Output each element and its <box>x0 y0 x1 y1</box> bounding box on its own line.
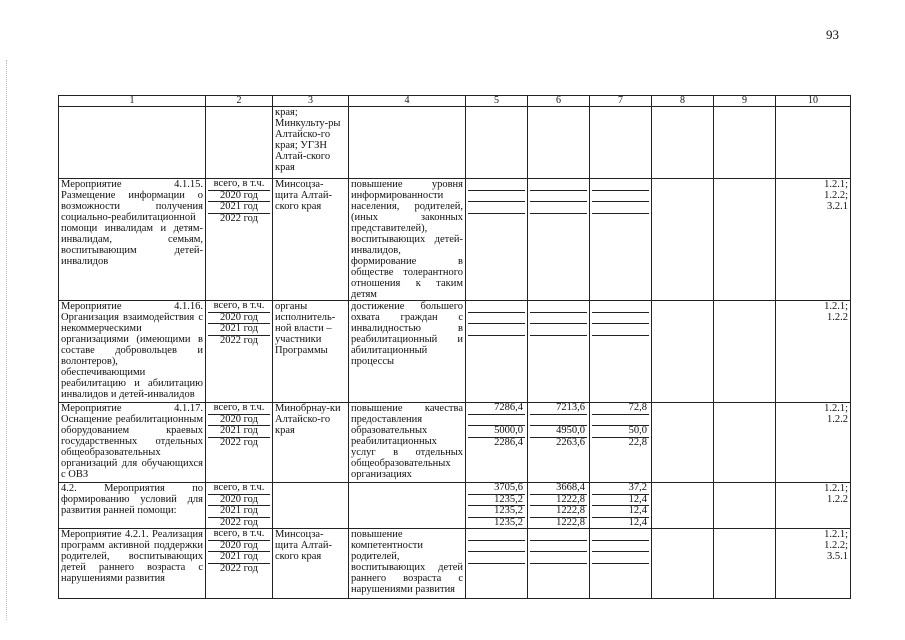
amount-cell <box>466 403 528 483</box>
amount-value <box>592 324 649 336</box>
amount-value: 22,8 <box>628 436 647 448</box>
amount-value: 1222,8 <box>530 506 587 518</box>
empty-cell <box>652 529 714 599</box>
amount-cell <box>466 107 528 179</box>
amount-value <box>468 324 525 336</box>
amount-value <box>592 202 649 214</box>
amount-value <box>592 214 649 225</box>
amount-value <box>530 324 587 336</box>
amount-value <box>468 202 525 214</box>
column-header: 5 <box>466 96 528 107</box>
indicator-code: 1.2.1; <box>824 403 848 414</box>
amount-value: 37,2 <box>592 483 649 495</box>
period-label: 2020 год <box>208 495 270 507</box>
table-row <box>59 529 851 599</box>
indicator-codes <box>776 483 851 529</box>
indicator-code: 1.2.2 <box>827 414 848 425</box>
amount-value: 1235,2 <box>494 516 523 528</box>
period-label: всего, в т.ч. <box>208 529 270 541</box>
empty-cell <box>652 403 714 483</box>
period-label: 2022 год <box>220 562 258 574</box>
amount-value: 5000,0 <box>468 426 525 438</box>
activity-name: Мероприятие 4.1.15. Размещение информации о возможности получения социально-реабилитационной помощи инвалидам и детям-инвалидам, семьям, воспитывающим детей-инвалидов <box>59 179 206 301</box>
executor: органы исполнитель-ной власти – участники Программы <box>273 301 349 403</box>
amount-value <box>592 313 649 325</box>
empty-cell <box>652 301 714 403</box>
amount-value <box>468 564 525 575</box>
expected-result: повышение уровня информированности населения, родителей, (иных законных представителей), воспитывающих детей-инвалидов, формирование в обществе толерантного отношения к таким детям <box>349 179 466 301</box>
column-header: 7 <box>590 96 652 107</box>
amount-value: 12,4 <box>592 495 649 507</box>
amount-value <box>592 564 649 575</box>
empty-cell <box>714 403 776 483</box>
amount-cell <box>590 107 652 179</box>
empty-cell <box>714 529 776 599</box>
amount-cell <box>528 107 590 179</box>
executor: Минсоцза-щита Алтай-ского края <box>273 529 349 599</box>
period-label: 2022 год <box>220 334 258 346</box>
column-header: 10 <box>776 96 851 107</box>
amount-value <box>592 191 649 203</box>
amount-cell <box>528 179 590 301</box>
column-header: 8 <box>652 96 714 107</box>
empty-cell <box>714 107 776 179</box>
page-number: 93 <box>826 27 839 42</box>
empty-cell <box>652 179 714 301</box>
expected-result: достижение большего охвата граждан с инвалидностью в реабилитационный и абилитационный процессы <box>349 301 466 403</box>
table-row <box>59 179 851 301</box>
amount-cell <box>590 301 652 403</box>
program-table <box>58 95 851 599</box>
period-label: 2020 год <box>208 313 270 325</box>
amount-cell <box>466 483 528 529</box>
amount-value <box>468 179 525 191</box>
period-label: всего, в т.ч. <box>208 301 270 313</box>
amount-cell <box>590 179 652 301</box>
amount-value: 4950,0 <box>530 426 587 438</box>
expected-result: повышение качества предоставления образовательных реабилитационных услуг в отдельных общеобразовательных организациях <box>349 403 466 483</box>
amount-value <box>592 301 649 313</box>
amount-value: 12,4 <box>628 516 647 528</box>
amount-value <box>468 214 525 225</box>
indicator-codes <box>776 529 851 599</box>
amount-cell <box>528 403 590 483</box>
amount-value <box>592 541 649 553</box>
amount-value <box>468 552 525 564</box>
column-header: 4 <box>349 96 466 107</box>
period-label: 2022 год <box>220 516 258 528</box>
funding-period <box>206 301 273 403</box>
indicator-code: 1.2.2; <box>824 190 848 201</box>
activity-name: Мероприятие 4.1.17. Оснащение реабилитационным оборудованием краевых государственных отдельных общеобразовательных организаций для обучающихся с ОВЗ <box>59 403 206 483</box>
amount-cell <box>590 529 652 599</box>
indicator-code: 3.5.1 <box>827 551 848 562</box>
amount-cell <box>528 529 590 599</box>
scan-artifact <box>6 60 10 620</box>
column-header: 1 <box>59 96 206 107</box>
empty-cell <box>652 483 714 529</box>
amount-value <box>530 552 587 564</box>
table-row <box>59 107 851 179</box>
amount-value <box>530 202 587 214</box>
amount-value <box>468 191 525 203</box>
amount-cell <box>466 179 528 301</box>
amount-value: 1222,8 <box>556 516 585 528</box>
period-label: 2021 год <box>208 324 270 336</box>
activity-name <box>59 107 206 179</box>
indicator-codes <box>776 179 851 301</box>
expected-result <box>349 483 466 529</box>
amount-value <box>530 541 587 553</box>
executor: Минсоцза-щита Алтай-ского края <box>273 179 349 301</box>
period-label: 2020 год <box>208 541 270 553</box>
amount-value: 2286,4 <box>494 436 523 448</box>
executor: края; Минкульту-ры Алтайско-го края; УГЗН Алтай-ского края <box>273 107 349 179</box>
indicator-code: 1.2.2; <box>824 540 848 551</box>
amount-value <box>530 313 587 325</box>
period-label: 2020 год <box>208 191 270 203</box>
period-label: 2021 год <box>208 552 270 564</box>
amount-value: 12,4 <box>592 506 649 518</box>
amount-cell <box>590 483 652 529</box>
amount-value <box>530 564 587 575</box>
amount-value <box>530 336 587 347</box>
indicator-codes <box>776 403 851 483</box>
amount-value <box>468 529 525 541</box>
amount-value: 50,0 <box>592 426 649 438</box>
header-row <box>59 96 851 107</box>
table-row <box>59 403 851 483</box>
indicator-codes <box>776 301 851 403</box>
amount-value <box>592 336 649 347</box>
period-label: 2022 год <box>220 436 258 448</box>
amount-value <box>530 191 587 203</box>
amount-value <box>592 529 649 541</box>
amount-value: 3705,6 <box>468 483 525 495</box>
amount-value <box>468 336 525 347</box>
indicator-code: 1.2.1; <box>824 301 848 312</box>
activity-name: Мероприятие 4.1.16. Организация взаимодействия с некоммерческими организациями (имеющими в составе добровольцев и волонтеров), обеспечивающими реабилитацию и абилитацию инвалидов и детей-инвалидов <box>59 301 206 403</box>
funding-period <box>206 483 273 529</box>
amount-value <box>592 179 649 191</box>
empty-cell <box>714 301 776 403</box>
indicator-code: 1.2.2 <box>827 312 848 323</box>
funding-period <box>206 107 273 179</box>
column-header: 9 <box>714 96 776 107</box>
empty-cell <box>652 107 714 179</box>
expected-result: повышение компетентности родителей, воспитывающих детей раннего возраста с нарушениями развития <box>349 529 466 599</box>
amount-value: 3668,4 <box>530 483 587 495</box>
indicator-code: 1.2.1; <box>824 529 848 540</box>
expected-result <box>349 107 466 179</box>
amount-cell <box>590 403 652 483</box>
funding-period <box>206 179 273 301</box>
empty-cell <box>714 483 776 529</box>
executor <box>273 483 349 529</box>
column-header: 6 <box>528 96 590 107</box>
amount-value <box>468 301 525 313</box>
amount-cell <box>466 529 528 599</box>
period-label: 2021 год <box>208 506 270 518</box>
amount-value: 7213,6 <box>530 403 587 415</box>
indicator-code: 1.2.2 <box>827 494 848 505</box>
amount-value: 2263,6 <box>556 436 585 448</box>
table-row <box>59 301 851 403</box>
period-label: всего, в т.ч. <box>208 483 270 495</box>
amount-cell <box>466 301 528 403</box>
amount-value: 7286,4 <box>468 403 525 415</box>
activity-name: Мероприятие 4.2.1. Реализация программ активной поддержки родителей, воспитывающих детей раннего возраста с нарушениями развития <box>59 529 206 599</box>
amount-value <box>530 301 587 313</box>
amount-value <box>468 541 525 553</box>
amount-value <box>468 313 525 325</box>
executor: Минобрнау-ки Алтайско-го края <box>273 403 349 483</box>
amount-cell <box>528 301 590 403</box>
funding-period <box>206 403 273 483</box>
indicator-codes <box>776 107 851 179</box>
period-label: 2021 год <box>208 202 270 214</box>
amount-value <box>530 179 587 191</box>
activity-name: 4.2. Мероприятия по формированию условий для развития ранней помощи: <box>59 483 206 529</box>
column-header: 3 <box>273 96 349 107</box>
empty-cell <box>714 179 776 301</box>
amount-value <box>592 552 649 564</box>
period-label: всего, в т.ч. <box>208 179 270 191</box>
amount-value: 1222,8 <box>530 495 587 507</box>
amount-value <box>530 214 587 225</box>
period-label: 2021 год <box>208 426 270 438</box>
amount-value: 1235,2 <box>468 506 525 518</box>
indicator-code: 1.2.1; <box>824 179 848 190</box>
amount-value: 1235,2 <box>468 495 525 507</box>
amount-value <box>530 529 587 541</box>
funding-period <box>206 529 273 599</box>
indicator-code: 3.2.1 <box>827 201 848 212</box>
period-label: всего, в т.ч. <box>208 403 270 415</box>
amount-value: 72,8 <box>592 403 649 415</box>
period-label: 2020 год <box>208 415 270 427</box>
indicator-code: 1.2.1; <box>824 483 848 494</box>
amount-cell <box>528 483 590 529</box>
period-label: 2022 год <box>220 212 258 224</box>
table-row <box>59 483 851 529</box>
column-header: 2 <box>206 96 273 107</box>
